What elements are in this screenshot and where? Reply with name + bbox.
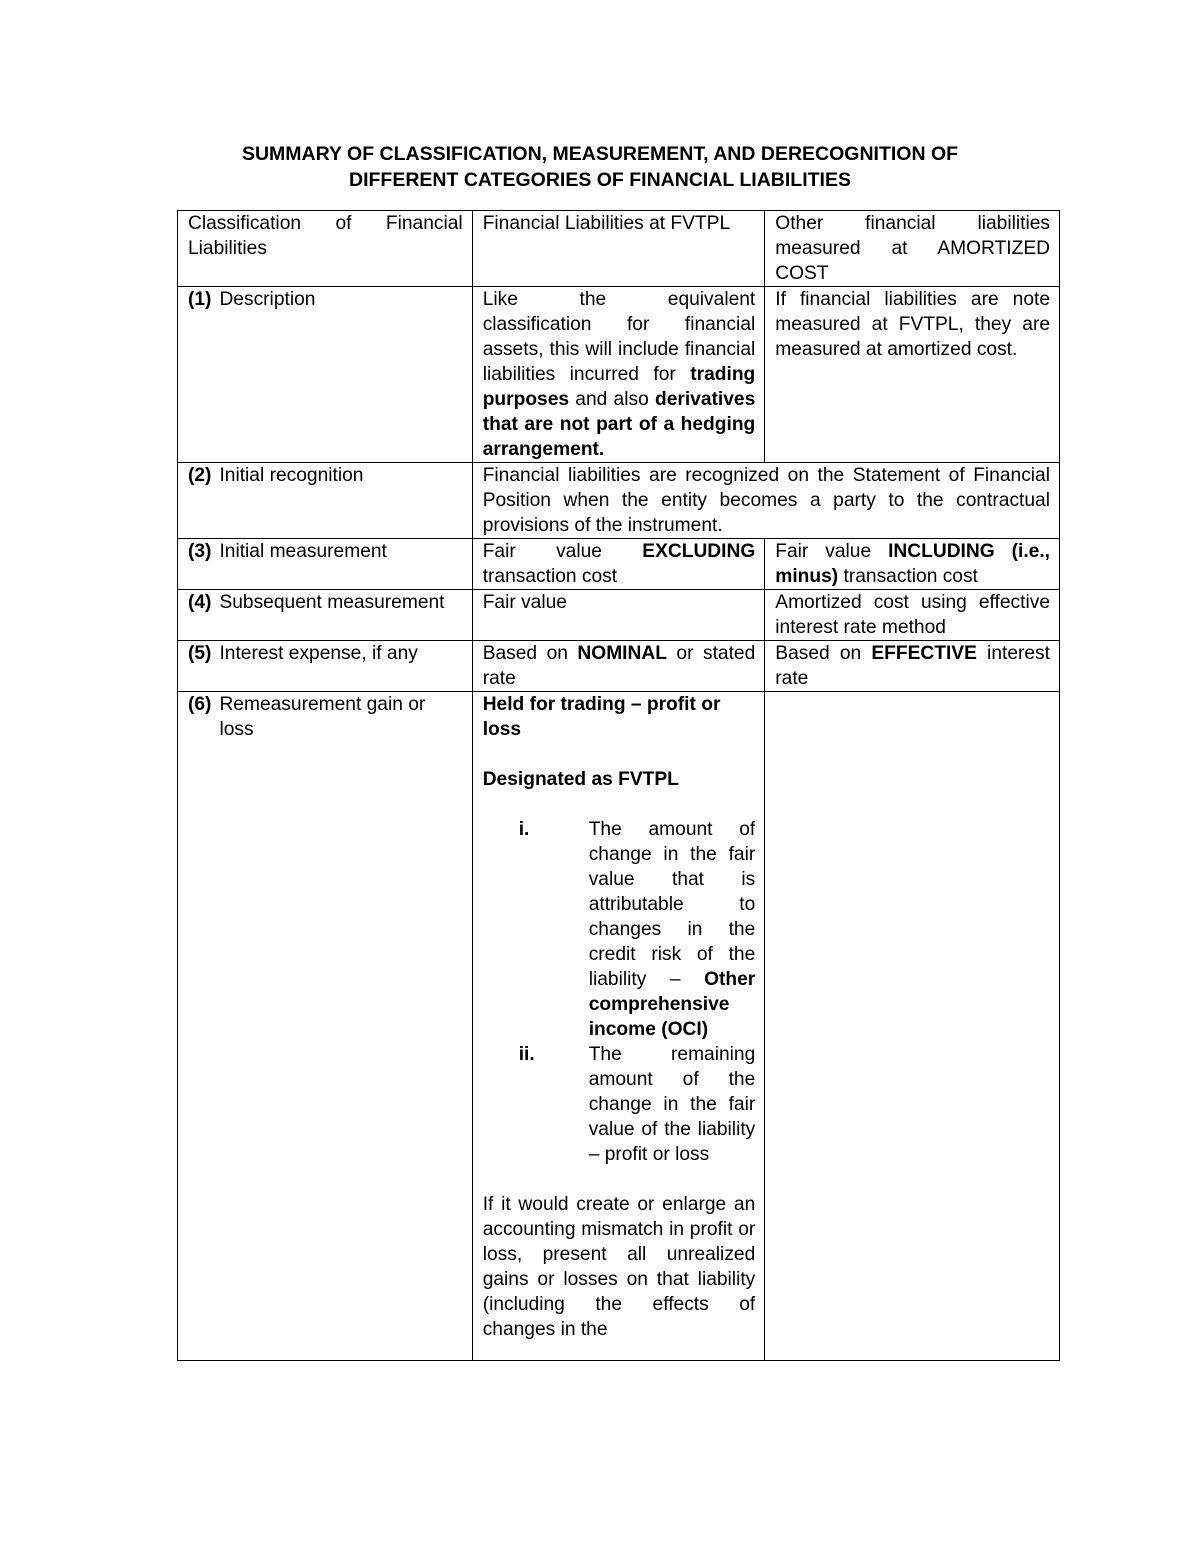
fvtpl-remeasurement-content bbox=[483, 692, 756, 1360]
bold-text: EFFECTIVE bbox=[871, 643, 977, 664]
held-for-trading-heading: Held for trading – profit or loss bbox=[482, 694, 721, 740]
fvtpl-initial-measurement-cell bbox=[472, 539, 765, 590]
list-marker: i. bbox=[518, 819, 530, 840]
bold-text: INCLUDING (i.e., minus) bbox=[775, 541, 1050, 587]
table-row-subsequent-measurement bbox=[178, 590, 1060, 641]
amortized-interest-expense-cell bbox=[765, 641, 1060, 692]
text: transaction cost bbox=[838, 566, 978, 587]
text: Based on bbox=[482, 643, 578, 664]
header-amortized-cost: Other financial liabilities measured at AMORTIZED COST bbox=[765, 211, 1060, 287]
row-label-cell bbox=[178, 463, 473, 539]
table-row-description bbox=[178, 287, 1060, 463]
text: Based on bbox=[775, 643, 872, 664]
text: Fair value bbox=[482, 541, 643, 562]
row-label: Initial measurement bbox=[219, 541, 387, 562]
page-title-line-1: SUMMARY OF CLASSIFICATION, MEASUREMENT, AND DERECOGNITION OF bbox=[241, 143, 959, 165]
fvtpl-description-cell bbox=[472, 287, 765, 463]
page-title bbox=[150, 141, 1050, 193]
text: transaction cost bbox=[482, 566, 618, 587]
list-item-text: The amount of change in the fair value that is attributable to changes in the credit risk of the liability – bbox=[588, 819, 756, 990]
accounting-mismatch-text: If it would create or enlarge an accounting mismatch in profit or loss, present all unrealized gains or losses on that liability (including the effects of changes in the bbox=[482, 1194, 756, 1340]
row-label: Subsequent measurement bbox=[219, 592, 445, 613]
fvtpl-interest-expense-cell bbox=[472, 641, 765, 692]
fvtpl-description-text-1: Like the equivalent classification for financial assets, this will include financial liabilities incurred for bbox=[482, 289, 756, 385]
table-row-remeasurement bbox=[178, 692, 1060, 1361]
list-item-bold: Other comprehensive income (OCI) bbox=[588, 969, 756, 1040]
row-number: (5) bbox=[188, 643, 212, 664]
list-item-text: The remaining amount of the change in the fair value of the liability – profit or loss bbox=[588, 1044, 756, 1165]
row-label: Remeasurement gain or loss bbox=[219, 694, 426, 740]
amortized-description-cell: If financial liabilities are note measured at FVTPL, they are measured at amortized cost. bbox=[765, 287, 1060, 463]
fvtpl-description-text-2: and also bbox=[569, 389, 655, 410]
row-label-cell bbox=[178, 590, 473, 641]
bold-text: NOMINAL bbox=[577, 643, 667, 664]
table-row-initial-recognition bbox=[178, 463, 1060, 539]
fvtpl-description-bold-1: trading purposes bbox=[482, 364, 756, 410]
row-label: Initial recognition bbox=[219, 465, 364, 486]
row-number: (3) bbox=[188, 541, 212, 562]
amortized-subsequent-measurement-cell: Amortized cost using effective interest rate method bbox=[765, 590, 1060, 641]
fvtpl-description-bold-2: derivatives that are not part of a hedging arrangement. bbox=[482, 389, 756, 460]
page-title-line-2: DIFFERENT CATEGORIES OF FINANCIAL LIABILITIES bbox=[349, 169, 851, 191]
row-number: (2) bbox=[188, 465, 212, 486]
fvtpl-subsequent-measurement-cell: Fair value bbox=[472, 590, 765, 641]
table-row-initial-measurement bbox=[178, 539, 1060, 590]
amortized-remeasurement-cell bbox=[765, 692, 1060, 1361]
list-item bbox=[483, 817, 756, 1042]
bold-text: EXCLUDING bbox=[642, 541, 756, 562]
initial-recognition-cell: Financial liabilities are recognized on the Statement of Financial Position when the entity becomes a party to the contractual provisions of the instrument. bbox=[472, 463, 1059, 539]
header-classification: Classification of Financial Liabilities bbox=[178, 211, 473, 287]
amortized-initial-measurement-cell bbox=[765, 539, 1060, 590]
designated-heading: Designated as FVTPL bbox=[482, 769, 679, 790]
list-marker: ii. bbox=[518, 1044, 535, 1065]
row-number: (6) bbox=[188, 694, 212, 715]
list-item bbox=[483, 1042, 756, 1167]
row-label: Description bbox=[219, 289, 316, 310]
text: Fair value bbox=[775, 541, 889, 562]
table-row-interest-expense bbox=[178, 641, 1060, 692]
text: interest rate bbox=[775, 643, 1050, 689]
row-label-cell bbox=[178, 539, 473, 590]
row-label-cell bbox=[178, 641, 473, 692]
row-label-cell bbox=[178, 692, 473, 1361]
row-number: (4) bbox=[188, 592, 212, 613]
text: or stated rate bbox=[482, 643, 756, 689]
row-number: (1) bbox=[188, 289, 212, 310]
financial-liabilities-table bbox=[177, 210, 1060, 1361]
table-header-row bbox=[178, 211, 1060, 287]
fvtpl-remeasurement-cell bbox=[472, 692, 765, 1361]
header-fvtpl: Financial Liabilities at FVTPL bbox=[472, 211, 765, 287]
row-label-cell bbox=[178, 287, 473, 463]
row-label: Interest expense, if any bbox=[219, 643, 418, 664]
